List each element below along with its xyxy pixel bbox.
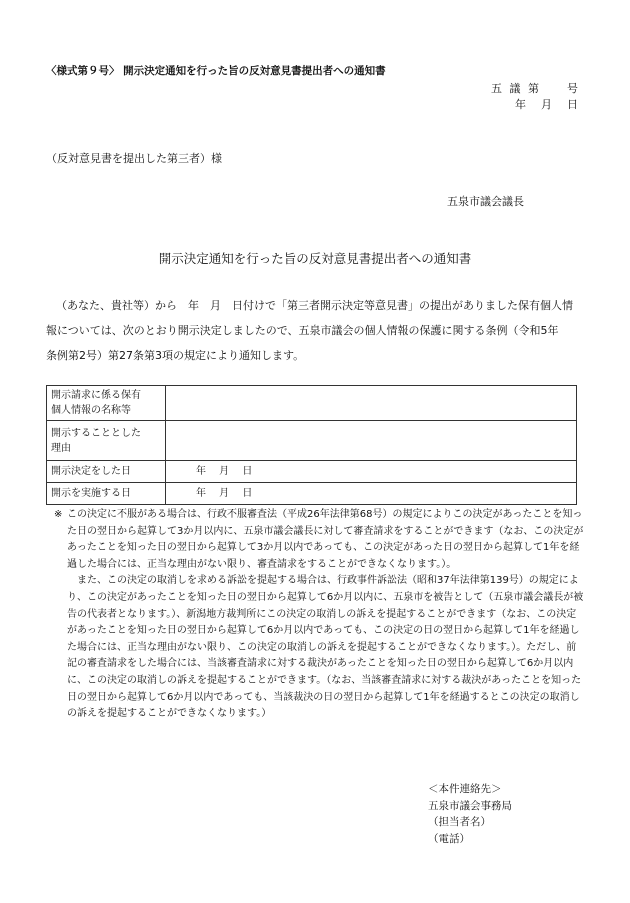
document-number: 五 議 第 号 xyxy=(491,82,580,95)
body-line-3: 条例第2号）第27条第3項の規定により通知します。 xyxy=(46,349,305,362)
document-date: 年 月 日 xyxy=(515,98,580,111)
addressee: （反対意見書を提出した第三者）様 xyxy=(46,152,222,165)
label-line: 理由 xyxy=(51,442,71,454)
label-line: 開示することとした xyxy=(51,427,141,439)
table-label: 開示決定をした日 xyxy=(47,461,166,483)
table-value: 年 月 日 xyxy=(166,461,577,483)
document-title: 開示決定通知を行った旨の反対意見書提出者への通知書 xyxy=(158,251,472,266)
note-paragraph-1: この決定に不服がある場合は、行政不服審査法（平成26年法律第68号）の規定によりこの決定があったことを知った日の翌日から起算して3か月以内に、五泉市議会議長に対して審査請求をすることができます（なお、この決定があったことを知った日の翌日から起算して3か月以内であっても、この決定があった日の翌日から起算して1年を経過した場合には、正当な理由がない限り、審査請求をすることができなくなります。）。 xyxy=(67,509,584,570)
table-value xyxy=(166,421,577,461)
table-row xyxy=(47,461,577,483)
table-label xyxy=(47,421,166,461)
table-row xyxy=(47,421,577,461)
table-value xyxy=(166,386,577,421)
information-table xyxy=(46,385,577,505)
table-value: 年 月 日 xyxy=(166,483,577,505)
issuer: 五泉市議会議長 xyxy=(447,195,524,208)
contact-office: 五泉市議会事務局 xyxy=(428,799,512,812)
contact-block xyxy=(428,781,512,847)
note-paragraph-2: また、この決定の取消しを求める訴訟を提起する場合は、行政事件訴訟法（昭和37年法律第139号）の規定により、この決定があったことを知った日の翌日から起算して6か月以内に、五泉市を被告として（五泉市議会議長が被告の代表者となります。）、新潟地方裁判所にこの決定の取消しの訴えを提起することができます（なお、この決定があったことを知った日の翌日から起算して6か月以内であっても、この決定の日の翌日から起算して1年を経過した場合には、正当な理由がない限り、この決定の取消しの訴えを提起することができなくなります。）。ただし、前記の審査請求をした場合には、当該審査請求に対する裁決があったことを知った日の翌日から起算して6か月以内に、この決定の取消しの訴えを提起することができます。（なお、当該審査請求に対する裁決があったことを知った日の翌日から起算して6か月以内であっても、当該裁決の日の翌日から起算して1年を経過するとこの決定の取消しの訴えを提起することができなくなります。） xyxy=(67,575,584,720)
appeal-notice xyxy=(46,507,586,723)
table-label xyxy=(47,386,166,421)
table-row xyxy=(47,386,577,421)
body-text xyxy=(46,293,586,368)
note-mark: ※ xyxy=(54,509,63,520)
contact-heading: ＜本件連絡先＞ xyxy=(428,783,502,795)
contact-phone: （電話） xyxy=(428,832,470,845)
form-title: 〈様式第９号〉 開示決定通知を行った旨の反対意見書提出者への通知書 xyxy=(46,65,386,77)
body-line-2: 報については、次のとおり開示決定しましたので、五泉市議会の個人情報の保護に関する条例（令和5年 xyxy=(46,324,559,337)
table-label: 開示を実施する日 xyxy=(47,483,166,505)
body-line-1: （あなた、貴社等）から 年 月 日付けで「第三者開示決定等意見書」の提出がありました保有個人情 xyxy=(56,299,573,312)
label-line: 開示請求に係る保有 xyxy=(51,390,141,401)
contact-person: （担当者名） xyxy=(428,816,491,828)
label-line: 個人情報の名称等 xyxy=(51,405,131,416)
table-row xyxy=(47,483,577,505)
